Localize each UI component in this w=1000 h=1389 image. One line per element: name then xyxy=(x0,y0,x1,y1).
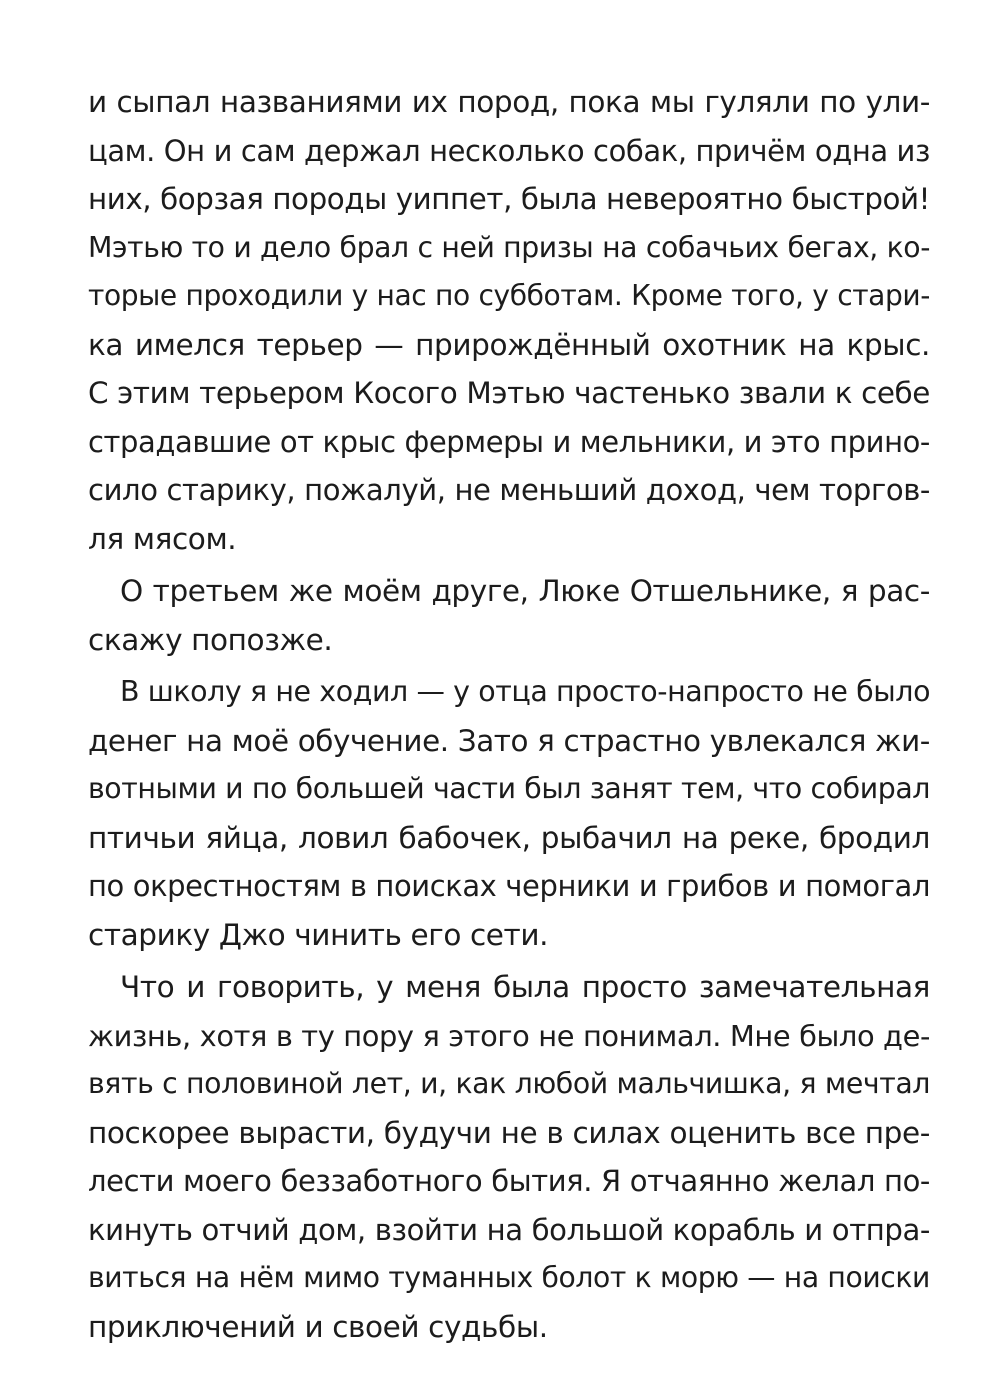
text-line: Что и говорить, у меня была просто замечательная xyxy=(120,970,930,1004)
text-line: О третьем же моём друге, Люке Отшельнике, я рас- xyxy=(120,574,930,608)
text-line: Мэтью то и дело брал с ней призы на собачьих бегах, ко- xyxy=(88,230,930,264)
text-line: лести моего беззаботного бытия. Я отчаянно желал по- xyxy=(88,1164,930,1198)
paragraph-1 xyxy=(88,78,930,563)
text-line: торые проходили у нас по субботам. Кроме того, у стари- xyxy=(88,279,930,312)
text-line: них, борзая породы уиппет, была невероятно быстрой! xyxy=(88,182,930,216)
text-line: вять с половиной лет, и, как любой мальчишка, я мечтал xyxy=(88,1067,930,1100)
text-line: ка имелся терьер — прирождённый охотник на крыс. xyxy=(88,327,930,362)
text-line: сило старику, пожалуй, не меньший доход, чем торгов- xyxy=(88,473,930,507)
paragraph-3 xyxy=(88,668,930,959)
text-line: С этим терьером Косого Мэтью частенько звали к себе xyxy=(88,376,930,410)
text-line: птичьи яйца, ловил бабочек, рыбачил на реке, бродил xyxy=(88,820,930,855)
text-line: цам. Он и сам держал несколько собак, причём одна из xyxy=(88,133,930,168)
text-line: поскорее вырасти, будучи не в силах оценить все пре- xyxy=(88,1115,930,1150)
text-line: и сыпал названиями их пород, пока мы гуляли по ули- xyxy=(88,85,930,119)
text-line: старику Джо чинить его сети. xyxy=(88,917,549,952)
text-line: виться на нём мимо туманных болот к морю — на поиски xyxy=(88,1261,930,1294)
text-line: приключений и своей судьбы. xyxy=(88,1309,548,1344)
paragraph-2 xyxy=(88,567,930,664)
text-line: по окрестностям в поисках черники и грибов и помогал xyxy=(88,869,930,903)
text-line: ля мясом. xyxy=(88,521,237,556)
text-body xyxy=(88,78,930,1355)
text-line: вотными и по большей части был занят тем, что собирал xyxy=(88,772,930,805)
text-line: кинуть отчий дом, взойти на большой корабль и отпра- xyxy=(88,1212,930,1247)
paragraph-4 xyxy=(88,963,930,1351)
text-line: денег на моё обучение. Зато я страстно увлекался жи- xyxy=(88,723,930,758)
text-line: страдавшие от крыс фермеры и мельники, и это прино- xyxy=(88,424,930,459)
text-line: скажу попозже. xyxy=(88,622,333,657)
text-line: В школу я не ходил — у отца просто-напросто не было xyxy=(120,675,931,708)
text-line: жизнь, хотя в ту пору я этого не понимал. Мне было де- xyxy=(88,1018,930,1053)
